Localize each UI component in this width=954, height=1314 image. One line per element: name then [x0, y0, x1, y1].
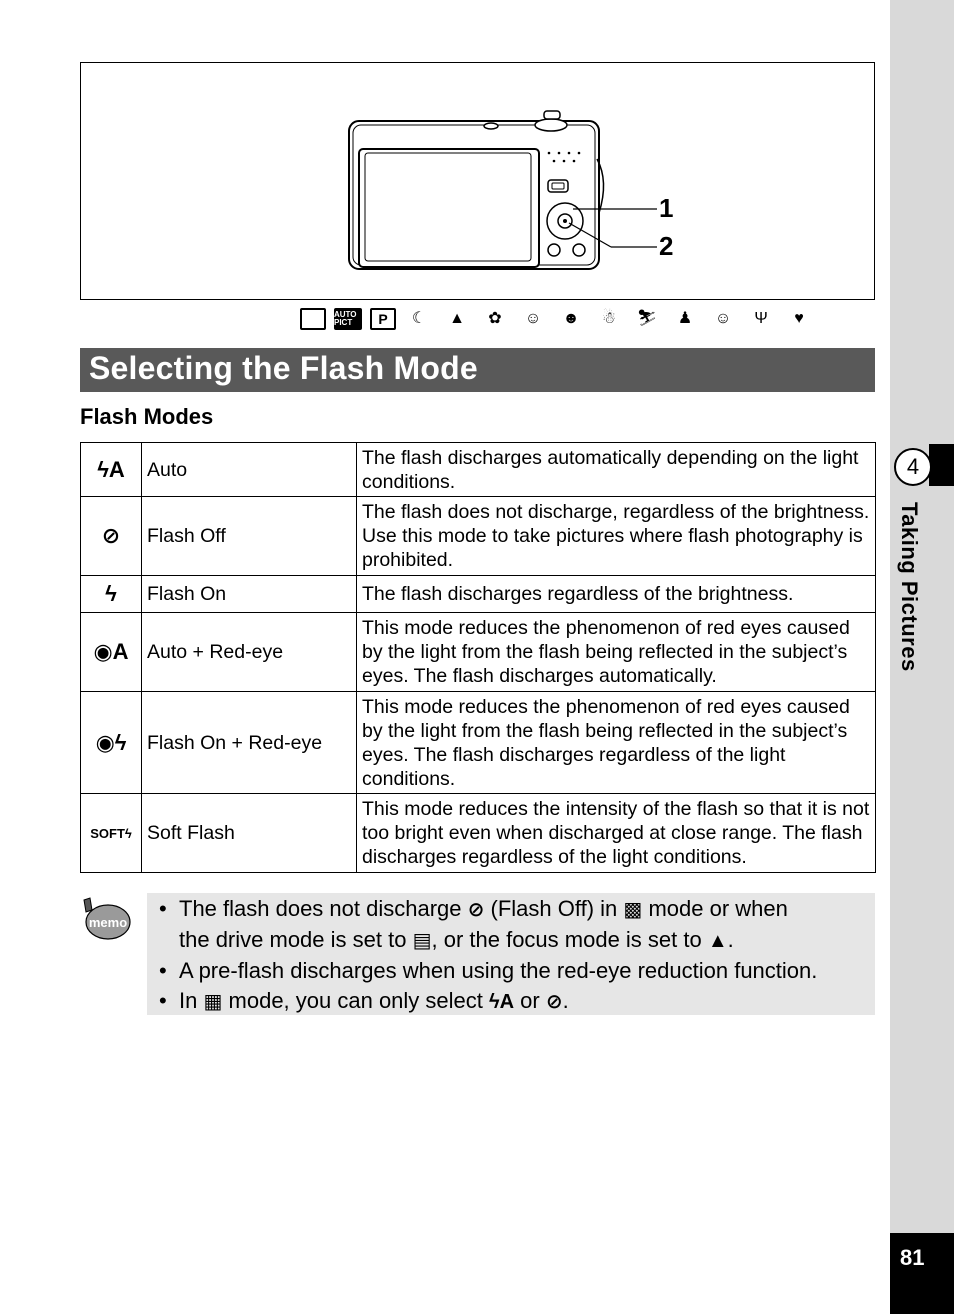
- list-item: [159, 986, 817, 1017]
- memo-text: mode, you can only select: [228, 988, 483, 1013]
- mode-description: This mode reduces the intensity of the flash so that it is not too bright even when discharged at close range. The flash discharges regardless of the light conditions.: [357, 794, 876, 873]
- food-icon: Ψ: [754, 310, 768, 327]
- mode-description: The flash does not discharge, regardless of the brightness. Use this mode to take pictures where flash photography is prohibited.: [357, 497, 876, 576]
- mode-name: Auto + Red-eye: [142, 613, 357, 692]
- movie-mode-icon: ▩: [623, 899, 643, 921]
- memo-text: In: [179, 988, 198, 1013]
- memo-text: .: [727, 927, 734, 952]
- chapter-title: Taking Pictures: [897, 502, 922, 672]
- memo-text: or: [520, 988, 540, 1013]
- section-title-bar: [80, 348, 875, 392]
- page-title: Selecting the Flash Mode: [89, 350, 478, 386]
- mode-name: Flash On + Red-eye: [142, 692, 357, 794]
- mode-description: The flash discharges automatically depending on the light conditions.: [357, 443, 876, 497]
- flash-off-icon: ⊘: [81, 497, 142, 576]
- flash-modes-table: [80, 442, 876, 873]
- table-row: [81, 497, 876, 576]
- auto-picture-icon: AUTO PICT: [334, 308, 362, 330]
- pet-icon: ☺: [714, 310, 732, 327]
- auto-red-eye-icon: ◉A: [81, 613, 142, 692]
- kids-icon: ♟: [677, 310, 693, 327]
- bullet: •: [159, 896, 167, 921]
- program-mode-icon: P: [370, 308, 396, 330]
- flash-on-icon: ϟ: [81, 576, 142, 613]
- memo-text: the drive mode is set to: [179, 927, 407, 952]
- mode-description: This mode reduces the phenomenon of red eyes caused by the light from the flash being reflected in the subject’s eyes. The flash discharges regardless of the light conditions.: [357, 692, 876, 794]
- picture-mode-icon: [300, 308, 326, 330]
- natural-skin-tone-icon: ☻: [562, 310, 580, 327]
- chapter-tab-marker: [929, 444, 954, 486]
- mode-name: Flash On: [142, 576, 357, 613]
- mode-name: Auto: [142, 443, 357, 497]
- landscape-icon: ▲: [449, 310, 465, 327]
- memo-text: A pre-flash discharges when using the red-eye reduction function.: [179, 958, 818, 983]
- table-row: [81, 443, 876, 497]
- memo-icon: [80, 896, 132, 944]
- portrait-icon: ☺: [524, 310, 542, 327]
- mode-description: This mode reduces the phenomenon of red eyes caused by the light from the flash being reflected in the subject’s eyes. The flash discharges automatically.: [357, 613, 876, 692]
- flash-auto-icon: ϟA: [489, 991, 515, 1013]
- flash-off-icon: ⊘: [545, 991, 563, 1013]
- mode-name: Soft Flash: [142, 794, 357, 873]
- flash-auto-icon: ϟA: [81, 443, 142, 497]
- camera-figure: [80, 62, 875, 300]
- memo-text: mode or when: [648, 896, 788, 921]
- bullet: •: [159, 988, 167, 1013]
- callout-label-1: 1: [659, 193, 674, 223]
- shooting-mode-strip: [300, 306, 814, 332]
- soft-flash-icon: SOFTϟ: [81, 794, 142, 873]
- table-row: [81, 794, 876, 873]
- table-row: [81, 692, 876, 794]
- memo-box: [147, 893, 875, 1015]
- mode-description: The flash discharges regardless of the brightness.: [357, 576, 876, 613]
- sport-icon: ⛷: [636, 310, 658, 327]
- picture-mode-icon: ▦: [203, 991, 223, 1013]
- page-number: 81: [900, 1245, 925, 1270]
- callout-label-2: 2: [659, 231, 674, 261]
- night-scene-icon: ☾: [411, 310, 427, 327]
- flash-modes-heading: Flash Modes: [80, 404, 214, 429]
- memo-text: The flash does not discharge: [179, 896, 462, 921]
- flash-off-icon: ⊘: [467, 899, 485, 921]
- memo-icon-label: memo: [88, 915, 128, 930]
- table-row: [81, 613, 876, 692]
- chapter-number: 4: [894, 448, 932, 486]
- memo-text: (Flash Off) in: [490, 896, 618, 921]
- snow-icon: ☃: [601, 310, 617, 327]
- list-item: [159, 956, 817, 986]
- memo-text: , or the focus mode is set to: [431, 927, 702, 952]
- flower-icon: ✿: [488, 310, 502, 327]
- table-row: [81, 576, 876, 613]
- infinity-landscape-icon: ▲: [707, 930, 728, 952]
- page-number-box: [890, 1233, 954, 1314]
- continuous-shooting-icon: ▤: [412, 930, 432, 952]
- frame-composite-icon: ♥: [794, 310, 804, 327]
- camera-back-illustration: [81, 63, 874, 299]
- list-item: [159, 894, 817, 925]
- memo-list: [159, 894, 817, 1017]
- memo-text: .: [562, 988, 569, 1013]
- mode-name: Flash Off: [142, 497, 357, 576]
- bullet: •: [159, 958, 167, 983]
- list-item: [159, 925, 817, 956]
- flash-on-red-eye-icon: ◉ϟ: [81, 692, 142, 794]
